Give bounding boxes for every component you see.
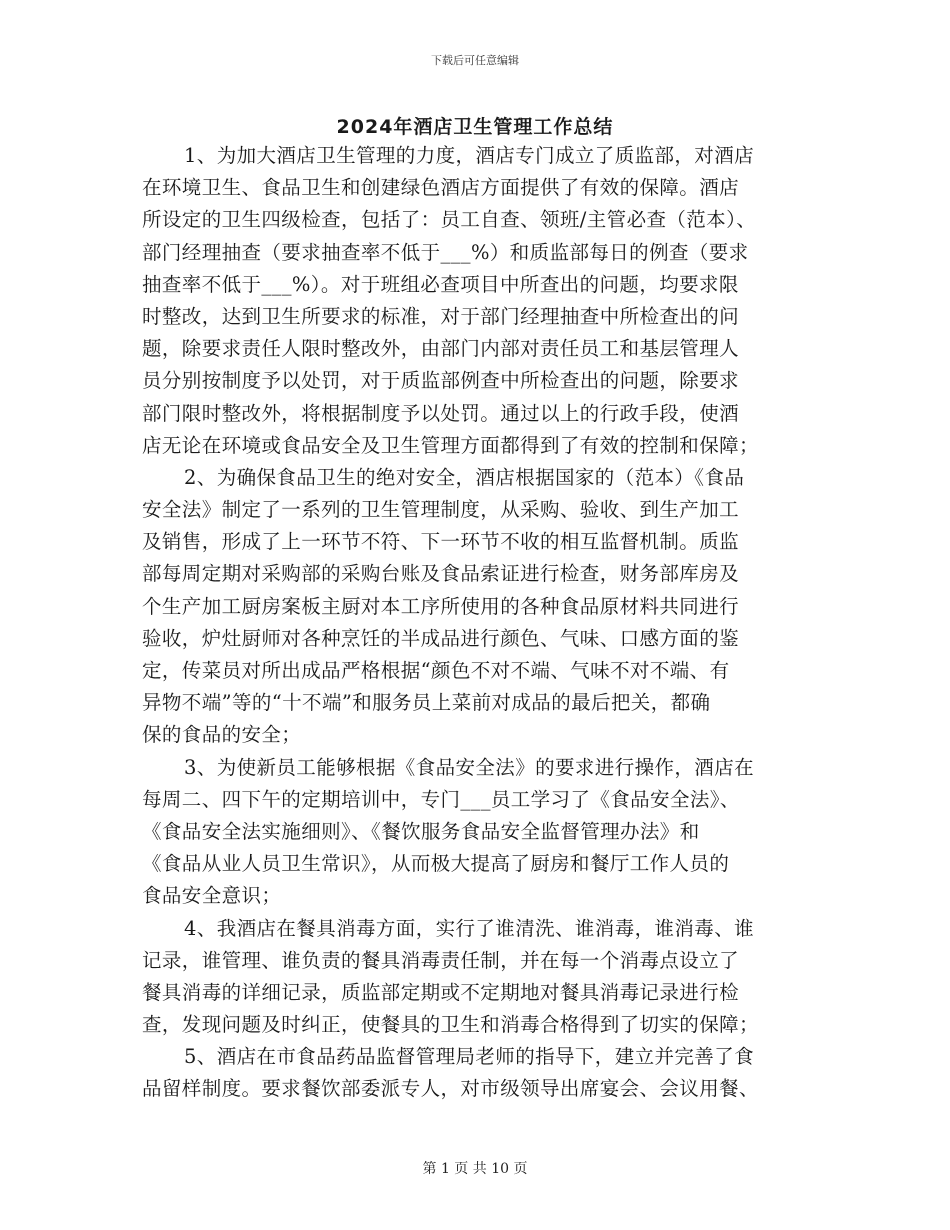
body-line: 抽查率不低于___%）。对于班组必查项目中所查出的问题，均要求限 xyxy=(142,272,739,296)
body-line: 及销售，形成了上一环节不符、下一环节不收的相互监督机制。质监 xyxy=(142,530,740,554)
body-line: 4、我酒店在餐具消毒方面，实行了谁清洗、谁消毒，谁消毒、谁 xyxy=(184,916,755,940)
body-line: 题，除要求责任人限时整改外，由部门内部对责任员工和基层管理人 xyxy=(142,337,740,361)
document-title: 2024年酒店卫生管理工作总结 xyxy=(336,116,614,138)
body-line: 部门经理抽查（要求抽查率不低于___%）和质监部每日的例查（要求 xyxy=(142,240,749,264)
body-line: 安全法》制定了一系列的卫生管理制度，从采购、验收、到生产加工 xyxy=(142,498,740,522)
body-line: 记录，谁管理、谁负责的餐具消毒责任制，并在每一个消毒点设立了 xyxy=(142,948,740,972)
body-line: 异物不端”等的“十不端”和服务员上菜前对成品的最后把关，都确 xyxy=(142,691,711,715)
body-line: 部每周定期对采购部的采购台账及食品索证进行检查，财务部库房及 xyxy=(142,562,740,586)
body-line: 餐具消毒的详细记录，质监部定期或不定期地对餐具消毒记录进行检 xyxy=(142,980,740,1004)
body-line: 品留样制度。要求餐饮部委派专人，对市级领导出席宴会、会议用餐、 xyxy=(142,1077,759,1101)
body-line: 定，传菜员对所出成品严格根据“颜色不对不端、气味不对不端、有 xyxy=(142,659,730,682)
body-line: 时整改，达到卫生所要求的标准，对于部门经理抽查中所检查出的问 xyxy=(142,304,740,328)
body-line: 所设定的卫生四级检查，包括了：员工自查、领班/主管必查（范本）、 xyxy=(142,208,757,232)
body-line: 2、为确保食品卫生的绝对安全，酒店根据国家的（范本）《食品 xyxy=(184,465,745,489)
header-note: 下载后可任意编辑 xyxy=(431,54,519,67)
body-line: 个生产加工厨房案板主厨对本工序所使用的各种食品原材料共同进行 xyxy=(142,594,740,618)
body-line: 《食品从业人员卫生常识》，从而极大提高了厨房和餐厅工作人员的 xyxy=(142,852,730,876)
body-line: 店无论在环境或食品安全及卫生管理方面都得到了有效的控制和保障； xyxy=(142,433,759,457)
body-line: 在环境卫生、食品卫生和创建绿色酒店方面提供了有效的保障。酒店 xyxy=(142,176,740,200)
body-line: 员分别按制度予以处罚，对于质监部例查中所检查出的问题，除要求 xyxy=(142,369,740,393)
body-line: 保的食品的安全； xyxy=(142,723,302,747)
body-line: 5、酒店在市食品药品监督管理局老师的指导下，建立并完善了食 xyxy=(184,1045,755,1069)
body-line: 每周二、四下午的定期培训中，专门___员工学习了《食品安全法》、 xyxy=(142,787,740,811)
body-line: 《食品安全法实施细则》、《餐饮服务食品安全监督管理办法》和 xyxy=(142,819,700,843)
body-line: 3、为使新员工能够根据《食品安全法》的要求进行操作，酒店在 xyxy=(184,755,755,779)
body-line: 1、为加大酒店卫生管理的力度，酒店专门成立了质监部，对酒店 xyxy=(184,144,755,167)
body-line: 部门限时整改外，将根据制度予以处罚。通过以上的行政手段，使酒 xyxy=(142,401,740,425)
document-body xyxy=(142,140,818,1106)
body-line: 验收，炉灶厨师对各种烹饪的半成品进行颜色、气味、口感方面的鉴 xyxy=(142,626,740,650)
page-footer: 第 1 页 共 10 页 xyxy=(422,1161,528,1177)
body-line: 食品安全意识； xyxy=(142,884,282,908)
body-line: 查，发现问题及时纠正，使餐具的卫生和消毒合格得到了切实的保障； xyxy=(142,1013,759,1037)
